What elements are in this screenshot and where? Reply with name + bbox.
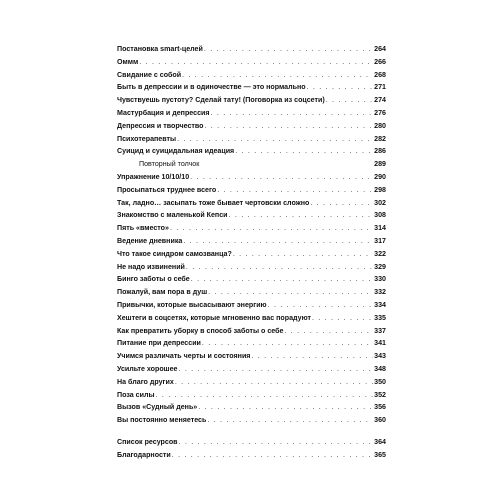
toc-dot-leader [251,351,373,362]
toc-entry-title: Чувствуешь пустоту? Сделай тату! (Поговорка из соцсети) [117,96,325,105]
toc-entry-page: 264 [374,45,386,53]
toc-entry-title: Пять «вместо» [117,224,169,233]
toc-entry [117,249,386,262]
toc-entry [117,364,386,377]
toc-entry-title: Мастурбация и депрессия [117,108,210,117]
toc-entry-page: 266 [374,57,386,66]
toc-gap [117,428,386,437]
toc-entry-title: Поза силы [117,390,155,399]
toc-entry [117,262,386,275]
toc-entry-page: 364 [374,437,386,446]
toc-entry-page: 286 [374,147,386,156]
toc-back-list [117,437,386,463]
toc-entry-title: Так, ладно… засыпать тоже бывает чертовски сложно [117,198,310,207]
toc-entry [117,210,386,223]
toc-entry [117,198,386,211]
toc-dot-leader [198,402,373,413]
toc-entry-page: 268 [374,70,386,79]
toc-dot-leader [235,146,373,157]
toc-entry [117,313,386,326]
toc-entry-page: 322 [374,249,386,258]
toc-entry-title: Вы постоянно меняетесь [117,416,207,425]
toc-entry-page: 350 [374,377,386,386]
toc-entry [117,377,386,390]
toc-entry [117,121,386,134]
toc-dot-leader [170,223,373,234]
toc-entry [117,95,386,108]
toc-entry-page: 329 [374,262,386,271]
toc-entry-page: 282 [374,134,386,143]
toc-entry-title: Упражнение 10/10/10 [117,172,190,181]
toc-entry-title: Учимся различать черты и состояния [117,352,251,361]
toc-dot-leader [204,44,373,55]
toc-entry-page: 365 [374,450,386,459]
toc-entry-page: 341 [374,339,386,348]
toc-entry-title: Вызов «Судный день» [117,403,198,412]
toc-entry [117,70,386,83]
toc-entry [117,236,386,249]
toc-dot-leader [183,236,373,247]
toc-entry [117,146,386,159]
toc-entry-page: 280 [374,121,386,130]
toc-dot-leader [204,121,373,132]
toc-entry [117,274,386,287]
toc-entry [117,390,386,403]
toc-dot-leader [268,300,373,311]
toc-entry-title: Хештеги в соцсетях, которые мгновенно вас порадуют [117,313,311,322]
toc-entry-title: Депрессия и творчество [117,121,204,130]
toc-entry-title: Как превратить уборку в способ заботы о себе [117,326,284,335]
toc-entry [117,415,386,428]
toc-dot-leader [284,326,373,337]
toc-entry-page: 332 [374,288,386,297]
toc-dot-leader [156,390,373,401]
toc-entry-page: 343 [374,352,386,361]
toc-main-list [117,44,386,428]
toc-entry-title: Оммм [117,57,139,66]
toc-entry-title: Повторный толчок [139,160,200,169]
toc-dot-leader [326,95,373,106]
toc-entry-page: 334 [374,300,386,309]
toc-dot-leader [312,313,373,324]
toc-dot-leader [207,415,373,426]
toc-entry [117,134,386,147]
toc-entry [117,159,386,172]
toc-entry [117,437,386,450]
toc-entry-page: 360 [374,416,386,425]
table-of-contents [117,44,386,463]
toc-entry-title: Усильте хорошее [117,364,178,373]
toc-entry-title: Постановка smart-целей [117,45,203,53]
toc-entry-title: Свидание с собой [117,70,182,79]
toc-entry-page: 335 [374,313,386,322]
toc-dot-leader [172,450,373,461]
toc-entry [117,300,386,313]
toc-entry-title: Психотерапевты [117,134,177,143]
toc-entry [117,351,386,364]
toc-entry-page: 276 [374,108,386,117]
toc-entry-title: Питание при депрессии [117,339,201,348]
toc-dot-leader [178,364,373,375]
toc-dot-leader [202,338,373,349]
toc-entry-page: 348 [374,364,386,373]
toc-dot-leader [175,377,373,388]
toc-dot-leader [191,274,373,285]
toc-entry-page: 271 [374,83,386,92]
toc-dot-leader [190,172,373,183]
toc-entry-page: 290 [374,172,386,181]
toc-entry-page: 352 [374,390,386,399]
toc-entry [117,402,386,415]
toc-entry-page: 298 [374,185,386,194]
toc-entry [117,338,386,351]
toc-entry [117,82,386,95]
toc-entry-title: Не надо извинений [117,262,185,271]
toc-entry [117,44,386,57]
toc-entry-title: Суицид и суицидальная идеация [117,147,235,156]
toc-entry-page: 314 [374,224,386,233]
toc-entry-title: Привычки, которые высасывают энергию [117,300,267,309]
toc-entry-title: Пожалуй, вам пора в душ [117,288,208,297]
toc-entry [117,287,386,300]
toc-dot-leader [233,249,373,260]
toc-dot-leader [229,210,373,221]
toc-dot-leader [186,262,373,273]
toc-dot-leader [211,108,373,119]
toc-entry-title: Бинго заботы о себе [117,275,190,284]
toc-entry [117,223,386,236]
toc-entry [117,185,386,198]
toc-entry-page: 330 [374,275,386,284]
toc-entry [117,450,386,463]
toc-dot-leader [177,134,373,145]
toc-entry [117,57,386,70]
toc-entry-title: На благо других [117,377,174,386]
toc-entry-title: Знакомство с маленькой Кепси [117,211,228,220]
toc-entry-page: 308 [374,211,386,220]
toc-entry [117,172,386,185]
toc-entry-page: 337 [374,326,386,335]
toc-dot-leader [182,70,373,81]
toc-entry-title: Быть в депрессии и в одиночестве — это нормально [117,83,306,92]
toc-entry-page: 356 [374,403,386,412]
toc-entry [117,326,386,339]
toc-entry-title: Ведение дневника [117,236,183,245]
toc-entry [117,108,386,121]
toc-entry-title: Просыпаться труднее всего [117,185,217,194]
toc-entry-page: 289 [374,160,386,169]
toc-dot-leader [208,287,373,298]
toc-entry-title: Список ресурсов [117,437,178,446]
toc-dot-leader [179,437,373,448]
toc-entry-page: 274 [374,96,386,105]
toc-entry-title: Что такое синдром самозванца? [117,249,232,258]
toc-dot-leader [307,82,373,93]
toc-entry-page: 317 [374,236,386,245]
toc-dot-leader [310,198,373,209]
toc-entry-title: Благодарности [117,450,171,459]
toc-dot-leader [217,185,373,196]
toc-dot-leader [139,57,373,68]
toc-entry-page: 302 [374,198,386,207]
